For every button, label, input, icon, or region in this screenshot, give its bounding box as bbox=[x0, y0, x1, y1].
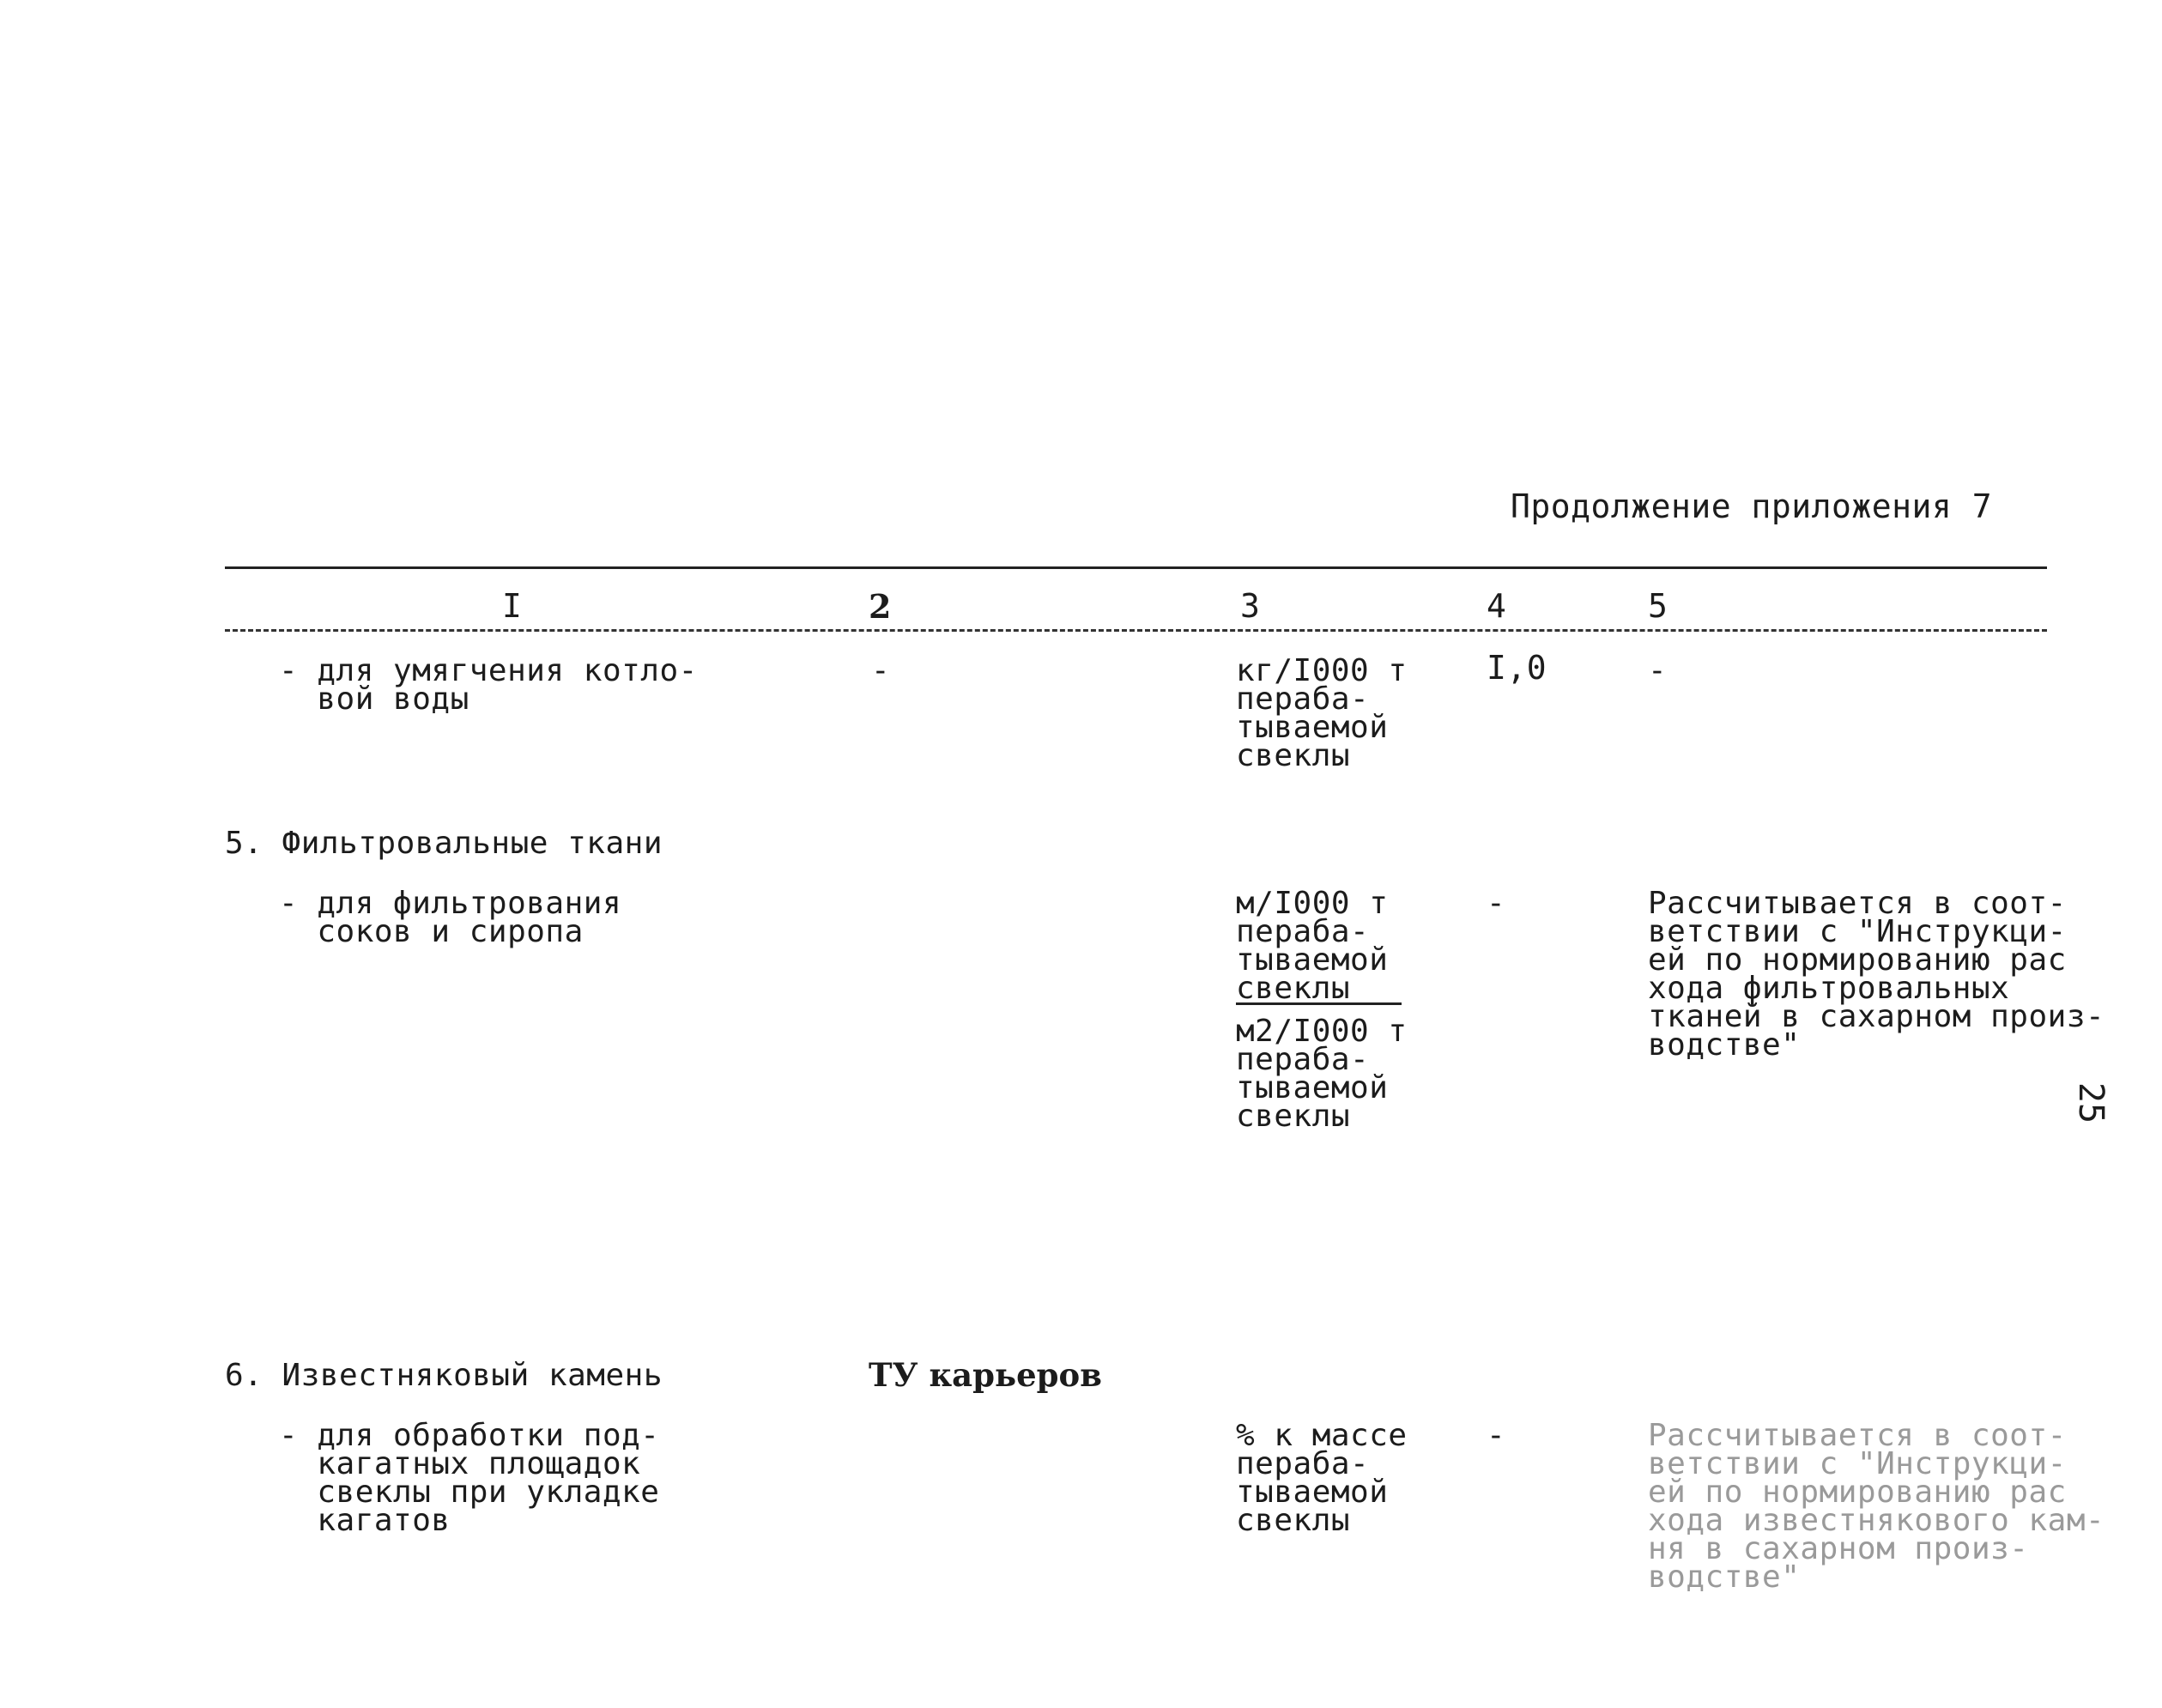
column-header-5: 5 bbox=[1648, 587, 1668, 625]
section-6-col2: ТУ карьеров bbox=[869, 1356, 1102, 1394]
row1-col2: - bbox=[871, 653, 891, 688]
column-header-3: 3 bbox=[1240, 587, 1261, 625]
row2-col3a-underlined: свеклы bbox=[1236, 974, 1402, 1005]
row3-col4: - bbox=[1487, 1418, 1506, 1453]
row3-col1: - для обработки под- кагатных площадок свеклы при укладке кагатов bbox=[279, 1418, 660, 1538]
section-5-title: 5. Фильтровальные ткани bbox=[225, 826, 663, 861]
row2-col3b: м2/I000 т пераба- тываемой свеклы bbox=[1236, 1014, 1408, 1134]
column-header-1: I bbox=[502, 587, 523, 625]
row2-col3a-last bbox=[1236, 971, 1402, 1006]
row2-col3a: м/I000 т пераба- тываемой bbox=[1236, 886, 1389, 978]
row1-col4: I,0 bbox=[1487, 649, 1547, 687]
row3-col3: % к массе пераба- тываемой свеклы bbox=[1236, 1418, 1408, 1538]
continuation-header: Продолжение приложения 7 bbox=[1511, 488, 1993, 525]
page-number: 25 bbox=[2071, 1081, 2111, 1124]
column-header-2: 2 bbox=[869, 587, 892, 626]
row1-col3: кг/I000 т пераба- тываемой свеклы bbox=[1236, 653, 1408, 773]
table-top-rule bbox=[225, 566, 2047, 569]
column-header-4: 4 bbox=[1487, 587, 1507, 625]
row1-col5: - bbox=[1648, 653, 1668, 688]
row3-col5: Рассчитывается в соот- ветствии с "Инструкци- ей по нормированию рас хода известнякового кам- ня в сахарном произ- водстве" bbox=[1648, 1418, 2105, 1595]
section-6-title: 6. Известняковый камень bbox=[225, 1358, 663, 1393]
row2-col1: - для фильтрования соков и сиропа bbox=[279, 886, 622, 949]
row1-col1: - для умягчения котло- вой воды bbox=[279, 653, 698, 717]
row2-col5: Рассчитывается в соот- ветствии с "Инструкци- ей по нормированию рас хода фильтровальных тканей в сахарном произ- водстве" bbox=[1648, 886, 2105, 1063]
header-bottom-rule bbox=[225, 629, 2047, 632]
row2-col4: - bbox=[1487, 886, 1506, 921]
